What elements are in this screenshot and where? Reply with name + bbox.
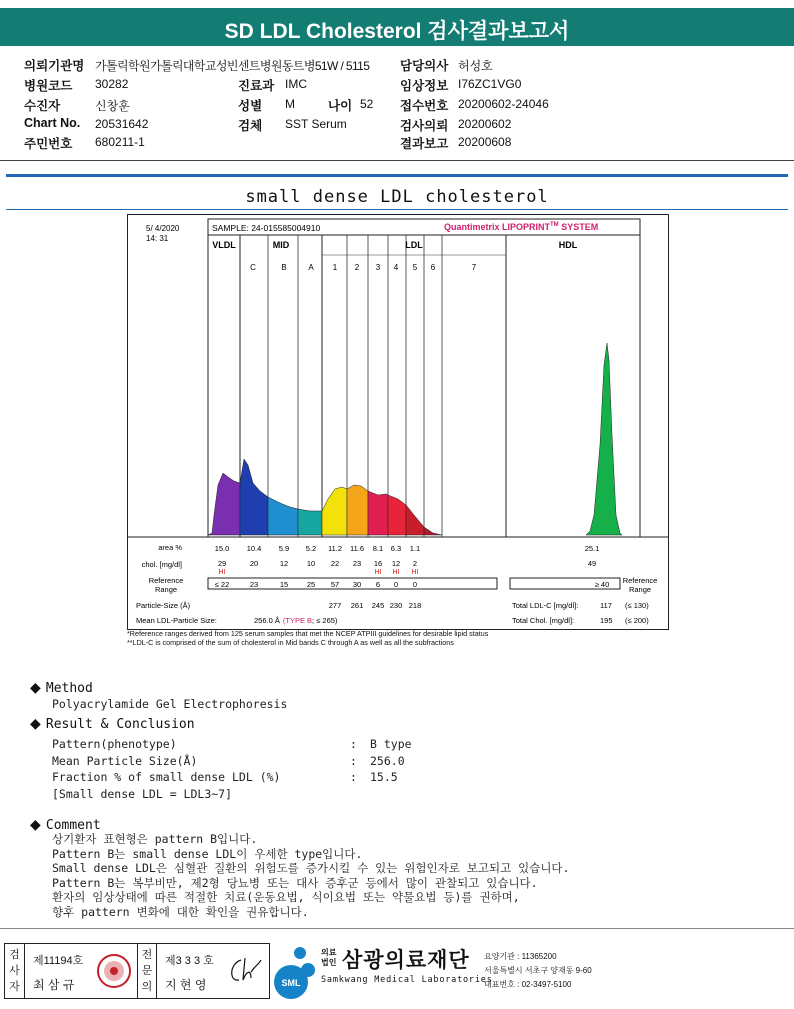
band-label: 5 (412, 263, 418, 272)
total-ldl-ref: (≤ 130) (625, 601, 649, 610)
chart-footnotes (127, 629, 687, 647)
age-value: 52 (360, 97, 374, 111)
result-section (30, 713, 195, 732)
diamond-icon: ◆ (30, 680, 41, 696)
specimen-label: 검체 (238, 119, 263, 133)
brand-tm: TM (550, 222, 559, 228)
particle-value: 218 (408, 601, 422, 610)
result-row (52, 736, 472, 753)
signature-icon (225, 954, 263, 988)
table-values (215, 544, 422, 610)
org-code: 요양기관 : 11365200 (484, 952, 557, 961)
logo-text: SML (281, 978, 301, 988)
org-small-2: 법인 (321, 958, 337, 967)
chart-no-value: 20531642 (95, 117, 149, 131)
total-ldl: 117 (600, 601, 612, 610)
mid-a-peak (298, 509, 322, 535)
particle-value: 230 (389, 601, 403, 610)
result-rows (52, 736, 472, 802)
request-label: 검사의뢰 (400, 119, 449, 133)
chol-value: 2 (412, 559, 418, 568)
request-value: 20200602 (458, 117, 512, 131)
total-chol-ref: (≤ 200) (625, 616, 649, 625)
org-small-1: 의료 (321, 948, 337, 957)
mid-b-peak (268, 497, 298, 535)
ref-value: ≤ 22 (214, 580, 230, 589)
vldl-peak (208, 473, 240, 535)
comment-line: Pattern B는 복부비만, 제2형 당뇨병 또는 대사 증후군 등에서 많이 관찰되고 있습니다. (52, 875, 538, 890)
header-divider (0, 160, 794, 161)
total-chol-label: Total Chol. [mg/dl]: (512, 616, 575, 625)
specialist-name: 지 현 영 (165, 978, 207, 992)
dept-label: 진료과 (238, 79, 275, 93)
hdl-peak (586, 343, 622, 535)
chol-value: 12 (391, 559, 401, 568)
hi-flag: HI (218, 569, 226, 576)
hdl-chol: 49 (587, 559, 597, 568)
comment-line: 환자의 임상상태에 따른 적절한 치료(운동요법, 식이요법 또는 약물요법 등)를 권하며, (52, 890, 520, 904)
mid-c-peak (240, 459, 268, 535)
tester-label (5, 944, 25, 998)
result-row (52, 753, 472, 770)
sample-id: SAMPLE: 24-015585004910 (212, 223, 321, 233)
particle-value: 277 (328, 601, 342, 610)
band-label: 1 (332, 263, 338, 272)
tester-no: 제11194호 (33, 955, 84, 967)
diamond-icon: ◆ (30, 817, 41, 833)
section-bottom-rule (6, 209, 788, 210)
hospital-code-label: 병원코드 (24, 79, 73, 93)
hdl-area: 25.1 (584, 544, 600, 553)
tester-label-char: 검 (9, 949, 20, 961)
ref-label-2: Range (154, 585, 178, 594)
ref-value: 30 (352, 580, 362, 589)
result-label: Fraction % of small dense LDL (%) (52, 770, 281, 784)
hi-flag: HI (411, 569, 419, 576)
institution-label: 의뢰기관명 (24, 59, 85, 73)
ref-value: 0 (412, 580, 418, 589)
brand-prefix: Quantimetrix LIPOPRINT (444, 222, 551, 232)
band-labels (250, 263, 477, 272)
result-value: B type (370, 737, 412, 751)
result-row (52, 769, 472, 786)
band-label: 6 (430, 263, 436, 272)
method-text: Polyacrylamide Gel Electrophoresis (52, 697, 288, 711)
patient-value: 신창훈 (95, 99, 130, 113)
area-value: 5.9 (278, 544, 290, 553)
band-label: B (281, 263, 287, 272)
comment-lines (52, 832, 569, 919)
lipoprint-chart (127, 214, 669, 630)
area-value: 6.3 (390, 544, 402, 553)
band-label: 3 (375, 263, 381, 272)
chart-time: 14: 31 (146, 234, 169, 243)
lipoprint-svg (128, 215, 668, 629)
age-label: 나이 (328, 99, 353, 113)
ldl-3-peak (368, 491, 388, 535)
ref-value: 6 (375, 580, 381, 589)
doctor-value: 허성호 (458, 59, 493, 73)
patient-label: 수진자 (24, 99, 61, 113)
hi-flag: HI (374, 569, 382, 576)
tester-name: 최 삼 규 (33, 978, 75, 992)
area-value: 15.0 (214, 544, 230, 553)
brand-suffix: SYSTEM (558, 222, 599, 232)
band-label: C (250, 263, 256, 272)
chart-no-label: Chart No. (24, 116, 81, 130)
institution-value: 가톨릭학원가톨릭대학교성빈센트병원 (95, 59, 282, 73)
ref-value: 0 (393, 580, 399, 589)
area-value: 11.6 (349, 544, 365, 553)
mean-size (254, 616, 338, 625)
mean-value: 256.0 Å (254, 616, 280, 625)
receipt-label: 접수번호 (400, 99, 449, 113)
brand-label (444, 222, 598, 232)
rrn-value: 680211-1 (95, 135, 145, 149)
specialist-label-char: 전 (141, 949, 153, 961)
band-label: 7 (471, 263, 477, 272)
region-mid: MID (272, 240, 290, 250)
report-header-bar (0, 8, 794, 46)
band-label: 2 (354, 263, 360, 272)
method-section (30, 677, 93, 696)
doctor-label: 담당의사 (400, 59, 449, 73)
ldl-1-peak (322, 487, 347, 535)
clinical-value: I76ZC1VG0 (458, 77, 522, 91)
section-top-rule (6, 174, 788, 177)
tester-label-char: 사 (9, 965, 20, 977)
specimen-value: SST Serum (285, 117, 347, 131)
total-chol: 195 (600, 616, 613, 625)
area-label: area % (158, 543, 182, 552)
chol-value: 20 (249, 559, 259, 568)
result-colon: : (350, 770, 357, 784)
area-value: 11.2 (327, 544, 343, 553)
hdl-ref-label-2: Range (628, 585, 652, 594)
receipt-value: 20200602-24046 (458, 97, 549, 111)
hospital-code-value: 30282 (95, 77, 129, 91)
area-value: 8.1 (372, 544, 384, 553)
sex-value: M (285, 97, 295, 111)
footer-rule (0, 928, 794, 929)
report-date-value: 20200608 (458, 135, 512, 149)
comment-line: 향후 pattern 변화에 대한 확인을 권유합니다. (52, 904, 309, 919)
ref-value: 25 (306, 580, 316, 589)
chol-value: 23 (352, 559, 362, 568)
dept-value: IMC (285, 77, 307, 91)
diamond-icon: ◆ (30, 716, 41, 732)
particle-label: Particle-Size (Å) (136, 601, 191, 610)
result-value: 15.5 (370, 770, 398, 784)
particle-value: 261 (350, 601, 364, 610)
chol-value: 16 (373, 559, 383, 568)
peaks (208, 343, 622, 535)
report-title: SD LDL Cholesterol 검사결과보고서 (224, 20, 570, 43)
mean-ref: ; ≤ 265) (312, 616, 338, 625)
result-note: [Small dense LDL = LDL3~7] (52, 786, 233, 801)
comment-line: Pattern B는 small dense LDL이 우세한 type입니다. (52, 846, 363, 861)
hdl-ref: ≥ 40 (594, 580, 610, 589)
hdl-ref-label-1: Reference (622, 576, 658, 585)
total-ldl-label: Total LDL-C [mg/dl]: (512, 601, 579, 610)
sex-label: 성별 (238, 99, 263, 113)
ref-value: 15 (279, 580, 289, 589)
comment-section (30, 814, 101, 833)
org-address: 서울특별시 서초구 양재동 9-60 (484, 966, 592, 975)
region-hdl: HDL (558, 240, 578, 250)
specialist-no: 제3 3 3 호 (165, 955, 214, 967)
area-value: 10.4 (246, 544, 262, 553)
chol-label: chol. [mg/dl] (141, 560, 182, 569)
report-date-label: 결과보고 (400, 137, 449, 151)
specialist-label-char: 의 (141, 981, 153, 993)
ldl-4-peak (388, 495, 406, 535)
result-label: Mean Particle Size(Å) (52, 753, 198, 768)
seal-icon (95, 952, 133, 990)
result-colon: : (350, 737, 357, 751)
mean-type: (TYPE B (282, 616, 313, 625)
band-lines (268, 235, 506, 537)
clinical-label: 임상정보 (400, 79, 449, 93)
ldl-5-peak (406, 505, 424, 535)
footnote-1: *Reference ranges derived from 125 serum samples that met the NCEP ATPIII guidelines for desirable lipid status (127, 629, 489, 638)
org-name: 삼광의료재단 (342, 948, 470, 972)
comment-line: 상기환자 표현형은 pattern B입니다. (52, 832, 258, 846)
ward-value: 동트병51W / 5115 (281, 59, 370, 73)
chol-value: 12 (279, 559, 289, 568)
signature-box (4, 943, 270, 999)
ref-value: 57 (330, 580, 340, 589)
specialist-label-char: 문 (141, 965, 153, 977)
comment-heading: Comment (45, 818, 101, 833)
particle-value: 245 (371, 601, 385, 610)
rrn-label: 주민번호 (24, 137, 73, 151)
ref-value: 23 (249, 580, 259, 589)
org-type (321, 948, 336, 968)
band-label: A (308, 263, 314, 272)
result-value: 256.0 (370, 753, 405, 768)
specialist-label (137, 944, 157, 998)
region-ldl: LDL (405, 240, 423, 250)
footnote-2: **LDL-C is comprised of the sum of cholesterol in Mid bands C through A as well as all the subfractions (127, 638, 454, 647)
sml-logo-icon (270, 942, 318, 1000)
result-colon: : (350, 753, 357, 768)
result-label: Pattern(phenotype) (52, 737, 177, 751)
band-label: 4 (393, 263, 399, 272)
hi-flag: HI (392, 569, 400, 576)
tester-label-char: 자 (9, 981, 20, 993)
ldl-2-peak (347, 485, 368, 535)
chol-value: 29 (217, 559, 227, 568)
chart-date: 5/ 4/2020 (146, 224, 180, 233)
ldl-6-peak (424, 527, 442, 535)
org-contact (484, 950, 592, 992)
chol-value: 10 (306, 559, 316, 568)
mean-label: Mean LDL-Particle Size: (136, 616, 217, 625)
comment-line: Small dense LDL은 심혈관 질환의 위험도를 증가시킬 수 있는 위험인자로 보고되고 있습니다. (52, 861, 570, 875)
area-value: 5.2 (305, 544, 317, 553)
org-phone: 대표번호 : 02-3497-5100 (484, 980, 572, 989)
result-heading: Result & Conclusion (45, 717, 195, 732)
section-title: small dense LDL cholesterol (245, 187, 549, 207)
chol-value: 22 (330, 559, 340, 568)
ref-label-1: Reference (148, 576, 184, 585)
region-vldl: VLDL (212, 240, 236, 250)
method-heading: Method (45, 681, 93, 696)
org-english: Samkwang Medical Laboratories (321, 975, 493, 985)
area-value: 1.1 (409, 544, 421, 553)
